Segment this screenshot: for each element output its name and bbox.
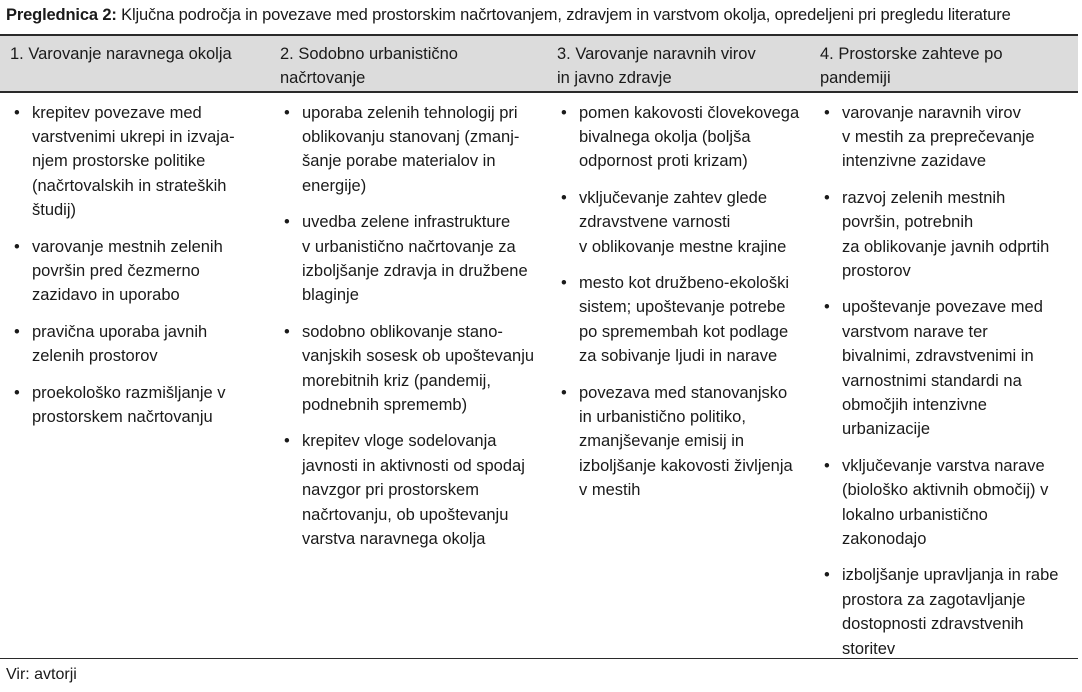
- item-line: lokalno urbanistično: [842, 505, 988, 524]
- bullet-icon: •: [824, 298, 830, 317]
- list-item: [10, 101, 262, 223]
- bullet-icon: •: [824, 566, 830, 585]
- column-header-line: 1. Varovanje naravnega okolja: [10, 45, 232, 63]
- list-item: [557, 271, 804, 369]
- header-col-3: [547, 36, 810, 91]
- bullet-icon: •: [561, 103, 567, 122]
- item-line: v oblikovanje mestne krajine: [579, 237, 787, 256]
- list-item: [820, 563, 1072, 661]
- item-line: upoštevanje povezave med: [842, 298, 1043, 317]
- table-header: [0, 36, 1078, 91]
- item-line: za oblikovanje javnih odprtih: [842, 237, 1050, 256]
- literature-table: [0, 34, 1078, 659]
- bullet-icon: •: [561, 383, 567, 402]
- item-line: podnebnih sprememb): [302, 395, 468, 414]
- item-line: vanjskih sosesk ob upoštevanju: [302, 347, 535, 366]
- body-col-2: [268, 93, 547, 658]
- body-col-4: [810, 93, 1078, 658]
- item-line: zelenih prostorov: [32, 347, 158, 366]
- item-line: razvoj zelenih mestnih: [842, 188, 1006, 207]
- list-item: [10, 235, 262, 308]
- item-line: in urbanistično politiko,: [579, 407, 746, 426]
- header-col-1: [0, 36, 268, 91]
- item-line: površin pred čezmerno: [32, 261, 200, 280]
- column-header-line: in javno zdravje: [557, 69, 672, 87]
- item-line: prostora za zagotavljanje: [842, 590, 1026, 609]
- item-line: vključevanje zahtev glede: [579, 188, 768, 207]
- item-line: izboljšanje upravljanja in rabe: [842, 566, 1059, 585]
- item-line: (biološko aktivnih območij) v: [842, 481, 1049, 500]
- item-line: njem prostorske politike: [32, 152, 206, 171]
- item-line: varstvenimi ukrepi in izvaja-: [32, 127, 235, 146]
- source-note: Vir: avtorji: [6, 666, 77, 683]
- item-line: izboljšanje zdravja in družbene: [302, 261, 528, 280]
- item-line: intenzivne zazidave: [842, 152, 987, 171]
- item-line: v urbanistično načrtovanje za: [302, 237, 516, 256]
- column-header-line: 3. Varovanje naravnih virov: [557, 45, 756, 63]
- item-line: varnostnimi standardi na: [842, 371, 1022, 390]
- column-header-line: pandemiji: [820, 69, 891, 87]
- bullet-icon: •: [284, 432, 290, 451]
- item-line: sistem; upoštevanje potrebe: [579, 298, 786, 317]
- item-line: varovanje mestnih zelenih: [32, 237, 223, 256]
- item-line: (načrtovalskih in strateških: [32, 176, 227, 195]
- header-col-4: [810, 36, 1078, 91]
- item-line: študij): [32, 201, 77, 220]
- item-line: blaginje: [302, 286, 359, 305]
- list-item: [280, 429, 541, 551]
- item-list: [280, 101, 541, 552]
- bullet-icon: •: [14, 103, 20, 122]
- item-line: v mestih za preprečevanje: [842, 127, 1035, 146]
- bullet-icon: •: [284, 103, 290, 122]
- item-line: izboljšanje kakovosti življenja: [579, 456, 793, 475]
- item-line: dostopnosti zdravstvenih: [842, 615, 1024, 634]
- table-body: [0, 93, 1078, 658]
- bullet-icon: •: [824, 103, 830, 122]
- item-line: proekološko razmišljanje v: [32, 383, 226, 402]
- list-item: [280, 320, 541, 418]
- header-col-2: [268, 36, 547, 91]
- item-line: prostorskem načrtovanju: [32, 407, 213, 426]
- item-line: javnosti in aktivnosti od spodaj: [302, 456, 525, 475]
- item-line: uvedba zelene infrastrukture: [302, 213, 511, 232]
- item-line: energije): [302, 176, 367, 195]
- item-line: varstva naravnega okolja: [302, 530, 486, 548]
- list-item: [820, 186, 1072, 284]
- body-col-1: [0, 93, 268, 658]
- item-list: [820, 101, 1072, 662]
- item-line: zazidavo in uporabo: [32, 286, 180, 305]
- item-line: varovanje naravnih virov: [842, 103, 1021, 122]
- item-line: uporaba zelenih tehnologij pri: [302, 103, 518, 122]
- bullet-icon: •: [14, 237, 20, 256]
- item-line: pravična uporaba javnih: [32, 322, 208, 341]
- bullet-icon: •: [14, 322, 20, 341]
- table-caption: [6, 6, 1011, 25]
- bullet-icon: •: [14, 383, 20, 402]
- item-line: sodobno oblikovanje stano-: [302, 322, 503, 341]
- item-line: pomen kakovosti človekovega: [579, 103, 800, 122]
- item-line: površin, potrebnih: [842, 213, 974, 232]
- list-item: [280, 101, 541, 199]
- column-header-line: 4. Prostorske zahteve po: [820, 45, 1003, 63]
- item-line: bivalnimi, zdravstvenimi in: [842, 347, 1034, 366]
- item-line: za sobivanje ljudi in narave: [579, 347, 778, 366]
- item-line: mesto kot družbeno-ekološki: [579, 273, 790, 292]
- item-line: v mestih: [579, 481, 641, 500]
- item-list: [10, 101, 262, 430]
- list-item: [280, 210, 541, 308]
- bullet-icon: •: [561, 273, 567, 292]
- item-line: navzgor pri prostorskem: [302, 481, 479, 500]
- item-line: zdravstvene varnosti: [579, 213, 731, 232]
- list-item: [820, 295, 1072, 441]
- bullet-icon: •: [284, 213, 290, 232]
- column-header-line: načrtovanje: [280, 69, 366, 87]
- list-item: [557, 381, 804, 503]
- bullet-icon: •: [561, 188, 567, 207]
- list-item: [557, 101, 804, 174]
- item-line: krepitev povezave med: [32, 103, 202, 122]
- item-line: urbanizacije: [842, 420, 931, 439]
- list-item: [10, 320, 262, 369]
- bullet-icon: •: [284, 322, 290, 341]
- caption-label: Preglednica 2:: [6, 6, 117, 24]
- item-line: oblikovanju stanovanj (zmanj-: [302, 127, 520, 146]
- caption-text: Ključna področja in povezave med prostorskim načrtovanjem, zdravjem in varstvom okolja, opredeljeni pri pregledu literature: [116, 6, 1011, 24]
- list-item: [820, 454, 1072, 552]
- list-item: [10, 381, 262, 430]
- item-line: varstvom narave ter: [842, 322, 988, 341]
- item-line: načrtovanju, ob upoštevanju: [302, 505, 509, 524]
- item-line: odpornost proti krizam): [579, 152, 748, 171]
- list-item: [557, 186, 804, 259]
- bullet-icon: •: [824, 456, 830, 475]
- item-line: vključevanje varstva narave: [842, 456, 1045, 475]
- item-list: [557, 101, 804, 503]
- column-header-line: 2. Sodobno urbanistično: [280, 45, 458, 63]
- bullet-icon: •: [824, 188, 830, 207]
- item-line: območjih intenzivne: [842, 395, 987, 414]
- item-line: zakonodajo: [842, 530, 927, 548]
- list-item: [820, 101, 1072, 174]
- item-line: zmanjševanje emisij in: [579, 432, 745, 451]
- item-line: krepitev vloge sodelovanja: [302, 432, 497, 451]
- item-line: šanje porabe materialov in: [302, 152, 496, 171]
- body-col-3: [547, 93, 810, 658]
- item-line: prostorov: [842, 261, 911, 280]
- item-line: povezava med stanovanjsko: [579, 383, 788, 402]
- item-line: po spremembah kot podlage: [579, 322, 789, 341]
- item-line: morebitnih kriz (pandemij,: [302, 371, 491, 390]
- item-line: storitev: [842, 639, 896, 658]
- item-line: bivalnega okolja (boljša: [579, 127, 751, 146]
